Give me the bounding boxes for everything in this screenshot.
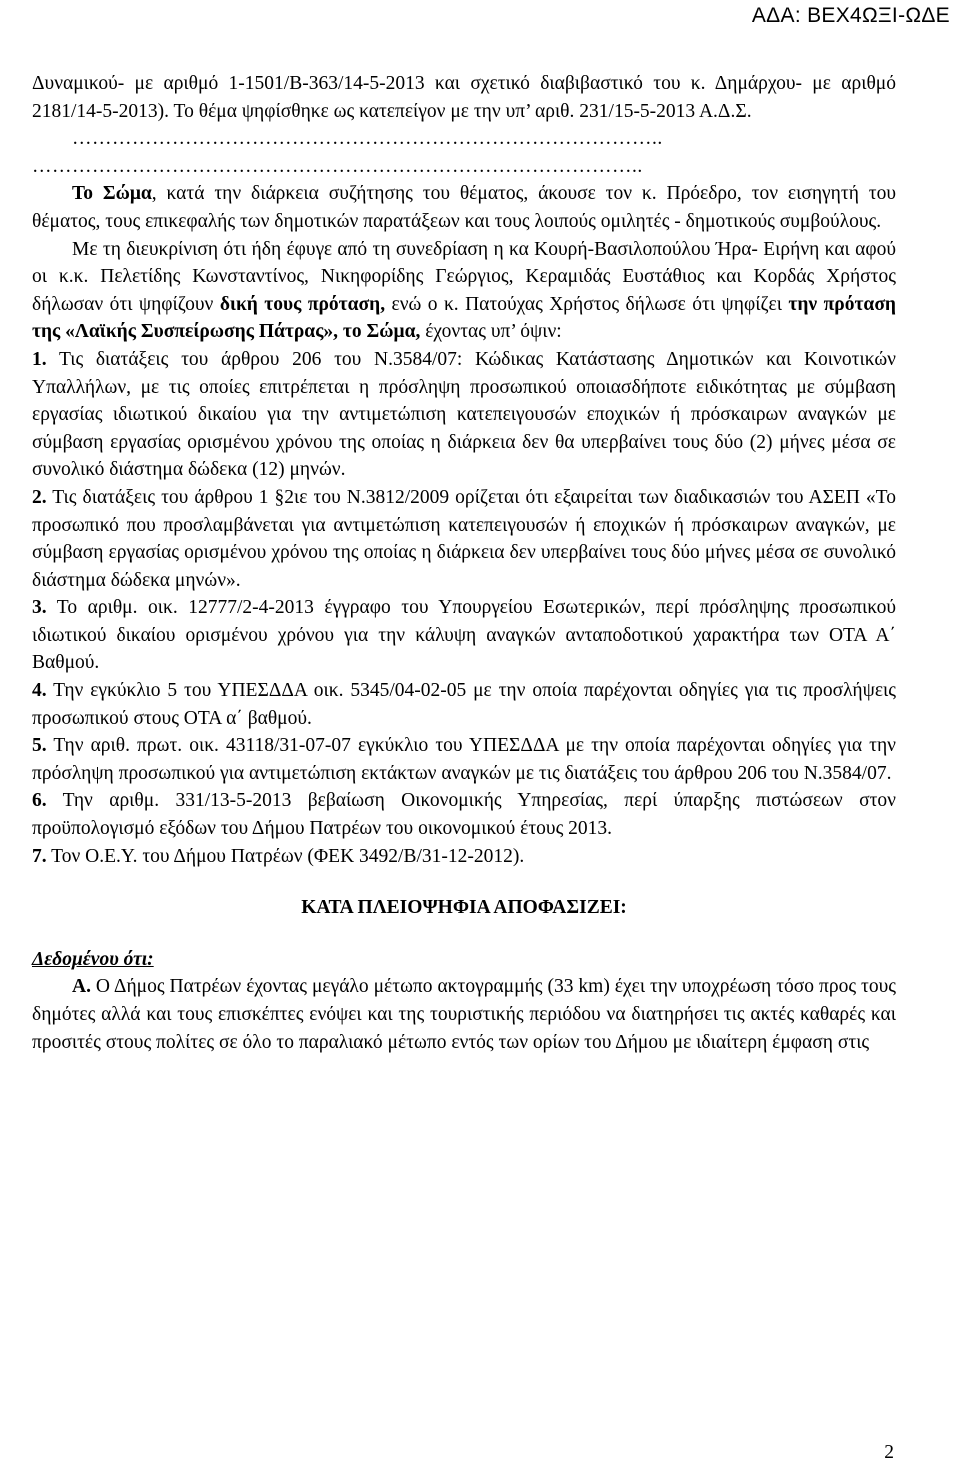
decision-paragraph-a	[32, 973, 896, 1056]
list-item	[32, 594, 896, 677]
item-text: Τον Ο.Ε.Υ. του Δήμου Πατρέων (ΦΕΚ 3492/Β/31-12-2012).	[51, 845, 525, 867]
list-item	[32, 732, 896, 787]
item-text: Την αριθ. πρωτ. οικ. 43118/31-07-07 εγκύκλιο του ΥΠΕΣΔΔΑ με την οποία παρέχονται οδηγίες για την πρόσληψη προσωπικού για αντιμετώπιση εκτάκτων αναγκών με τις διατάξεις του άρθρου 206 του Ν.3584/07.	[32, 735, 896, 784]
list-item	[32, 787, 896, 842]
given-heading	[32, 946, 896, 974]
intro-paragraph: Δυναμικού- με αριθμό 1-1501/Β-363/14-5-2013 και σχετικό διαβιβαστικό του κ. Δημάρχου- με αριθμό 2181/14-5-2013). Το θέμα ψηφίσθηκε ως κατεπείγον με την υπ’ αριθ. 231/15-5-2013 Α.Δ.Σ.	[32, 73, 896, 122]
item-number: 7.	[32, 845, 47, 867]
vote-text-e: έχοντας υπ’ όψιν:	[420, 321, 562, 343]
soma-bold: Το Σώμα	[72, 183, 152, 205]
item-text: Τις διατάξεις του άρθρου 206 του Ν.3584/07: Κώδικας Κατάστασης Δημοτικών και Κοινοτικών Υπαλλήλων, με τις οποίες επιτρέπεται η πρόσληψη προσωπικού οποιασδήποτε ειδικότητας με σύμβαση εργασίας ιδιωτικού δικαίου για την αντιμετώπιση κατεπειγουσών εποχικών ή πρόσκαιρων αναγκών με σύμβαση εργασίας ορισμένου χρόνου της οποίας η διάρκεια δεν θα υπερβαίνει τους δύο (2) μήνες μέσα σε συνολικό διάστημα δώδεκα (12) μηνών.	[32, 348, 896, 481]
body-paragraph-soma	[32, 180, 896, 235]
document-body	[32, 70, 896, 1056]
item-number: 2.	[32, 486, 47, 508]
list-item	[32, 346, 896, 484]
item-number: 6.	[32, 790, 47, 812]
item-number: 1.	[32, 348, 47, 370]
item-number: 3.	[32, 597, 47, 619]
ada-code: ΑΔΑ: ΒΕΧ4ΩΞΙ-ΩΔΕ	[751, 4, 950, 27]
list-item	[32, 677, 896, 732]
body-paragraph-vote	[32, 236, 896, 346]
decision-title: ΚΑΤΑ ΠΛΕΙΟΨΗΦΙΑ ΑΠΟΦΑΣΙΖΕΙ:	[301, 897, 627, 919]
page-number: 2	[884, 1442, 894, 1463]
dotted-line: ………………………………………………………………………………..	[32, 155, 643, 177]
vote-bold-b: δική τους πρόταση,	[219, 293, 386, 315]
decision-a-text: Ο Δήμος Πατρέων έχοντας μεγάλο μέτωπο ακτογραμμής (33 km) έχει την υποχρέωση τόσο προς τους δημότες αλλά και τους επισκέπτες ενόψει και της τουριστικής περιόδου να διατηρήσει τις ακτές καθαρές και προσιτές στους πολίτες σε όλο το παραλιακό μέτωπο εντός των ορίων του Δήμου με ιδιαίτερη έμφαση στις	[32, 976, 896, 1053]
dotted-line: ……………………………………………………………………………..	[72, 128, 663, 150]
item-number: 5.	[32, 735, 47, 757]
list-item	[32, 484, 896, 594]
vote-bold-d: την πρόταση της «Λαϊκής Συσπείρωσης Πάτρας», το Σώμα,	[32, 293, 896, 343]
item-text: Τις διατάξεις του άρθρου 1 §2ιε του Ν.3812/2009 ορίζεται ότι εξαιρείται των διαδικασιών του ΑΣΕΠ «Το προσωπικό που προσλαμβάνεται για αντιμετώπιση κατεπειγουσών ή εποχικών ή πρόσκαιρων αναγκών, με σύμβαση εργασίας ορισμένου χρόνου της οποίας η διάρκεια δεν υπερβαίνει τους δύο μήνες μέσα σε συνολικό διάστημα δώδεκα μηνών».	[32, 486, 896, 591]
item-text: Την εγκύκλιο 5 του ΥΠΕΣΔΔΑ οικ. 5345/04-02-05 με την οποία παρέχονται οδηγίες για τις προσλήψεις προσωπικού στους ΟΤΑ α΄ βαθμού.	[32, 680, 896, 729]
list-item	[32, 843, 896, 871]
decision-a-label: Α.	[72, 976, 91, 998]
soma-text: , κατά την διάρκεια συζήτησης του θέματος, άκουσε τον κ. Πρόεδρο, τον εισηγητή του θέματος, τους επικεφαλής των δημοτικών παρατάξεων και τους λοιπούς ομιλητές - δημοτικούς συμβούλους.	[32, 183, 896, 232]
item-number: 4.	[32, 680, 47, 702]
item-text: Την αριθμ. 331/13-5-2013 βεβαίωση Οικονομικής Υπηρεσίας, περί ύπαρξης πιστώσεων στον προϋπολογισμό εξόδων του Δήμου Πατρέων του οικονομικού έτους 2013.	[32, 790, 896, 840]
given-label: Δεδομένου ότι:	[32, 948, 154, 970]
vote-text-a: Με τη διευκρίνιση ότι ήδη έφυγε από τη συνεδρίαση η κα Κουρή-Βασιλοπούλου Ήρα- Ειρήνη και αφού οι κ.κ. Πελετίδης Κωνσταντίνος, Νικηφορίδης Γεώργιος, Κεραμιδάς Ευστάθιος και Κορδάς Χρήστος δήλωσαν ότι ψηφίζουν	[32, 238, 896, 315]
vote-text-c: ενώ ο κ. Πατούχας Χρήστος δήλωσε ότι ψηφίζει	[385, 293, 789, 315]
item-text: Το αριθμ. οικ. 12777/2-4-2013 έγγραφο του Υπουργείου Εσωτερικών, περί πρόσληψης προσωπικού ιδιωτικού δικαίου ορισμένου χρόνου για την κάλυψη αναγκών ανταποδοτικού χαρακτήρα των ΟΤΑ Α΄ Βαθμού.	[32, 597, 897, 674]
